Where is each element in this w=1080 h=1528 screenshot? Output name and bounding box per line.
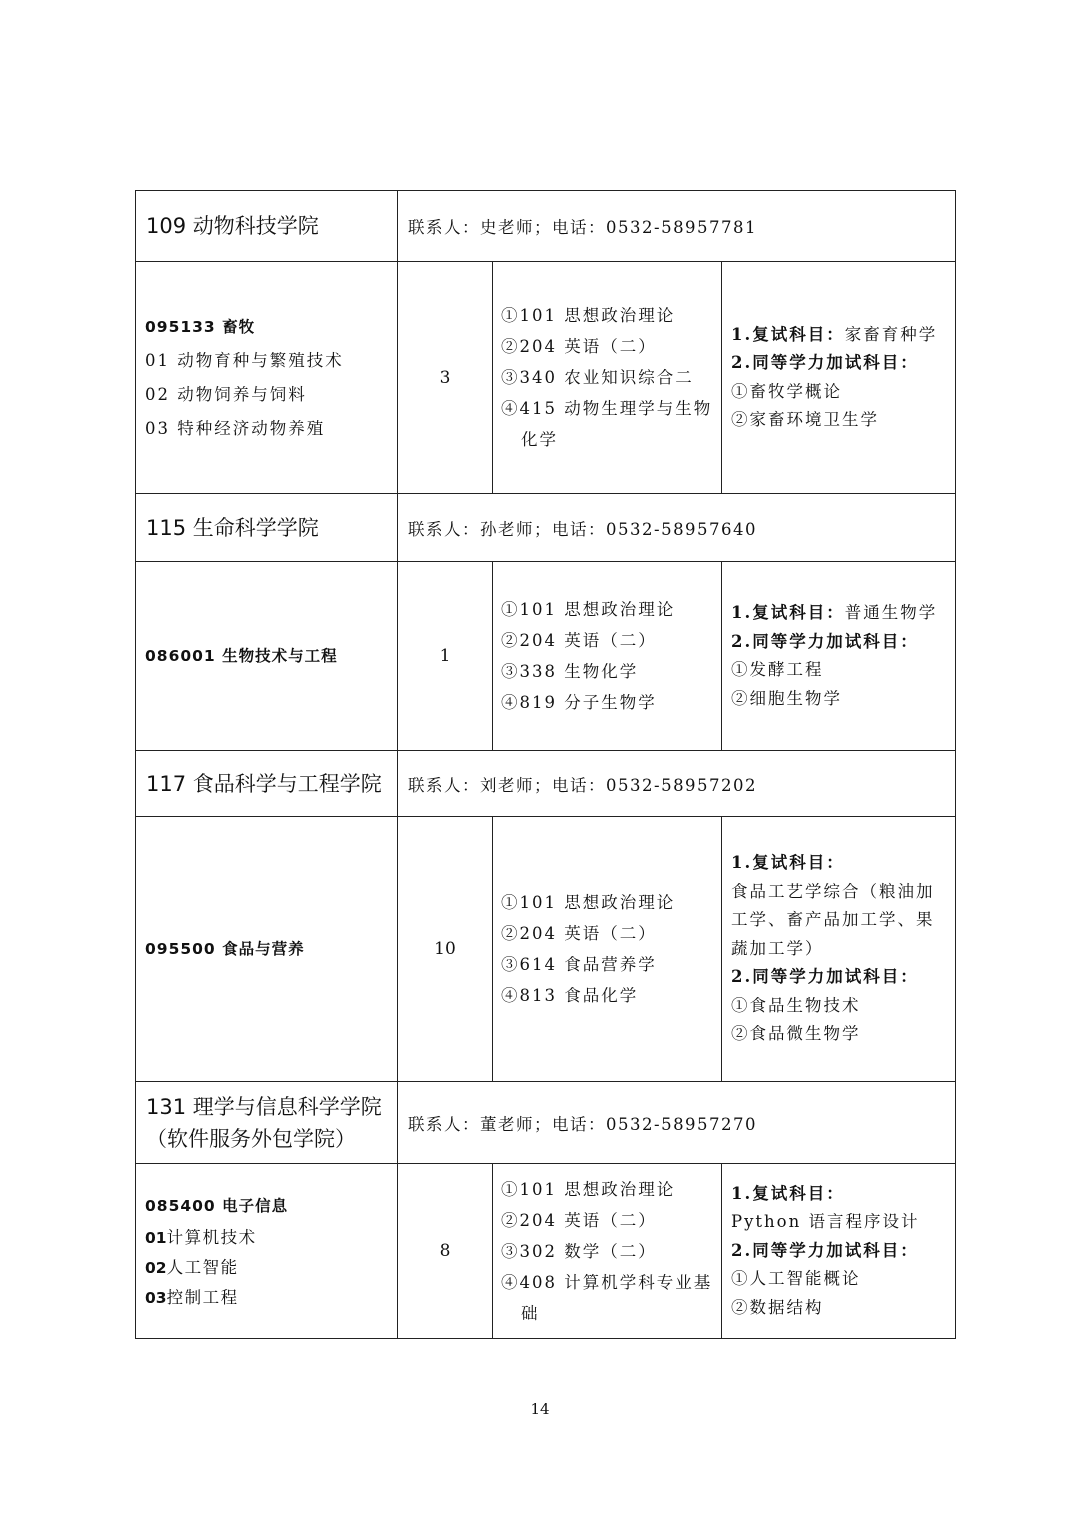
direction-item: 03 特种经济动物养殖: [145, 418, 326, 438]
exam-subjects: [493, 1164, 722, 1339]
direction-item: 02人工智能: [145, 1258, 239, 1277]
college-name: 109 动物科技学院: [136, 191, 398, 262]
exam-subject: ④408 计算机学科专业基: [501, 1272, 713, 1292]
college-name: 117 食品科学与工程学院: [136, 751, 398, 817]
major-code: 085400 电子信息: [145, 1197, 289, 1215]
page-number: 14: [530, 1400, 550, 1418]
extra-subject: ②数据结构: [731, 1297, 824, 1317]
college-contact: 联系人：史老师；电话：0532-58957781: [398, 191, 956, 262]
major-code: 095500 食品与营养: [145, 940, 305, 958]
direction-item: 01 动物育种与繁殖技术: [145, 350, 344, 370]
enrollment-count: 10: [398, 817, 493, 1082]
major-row: [136, 817, 956, 1082]
major-row: [136, 262, 956, 494]
exam-subject: ③340 农业知识综合二: [501, 368, 694, 387]
enrollment-count: 1: [398, 562, 493, 751]
retest-value-line: 蔬加工学）: [731, 938, 824, 958]
extra-label: 2.同等学力加试科目：: [731, 631, 919, 651]
college-contact: 联系人：孙老师；电话：0532-58957640: [398, 494, 956, 562]
extra-label: 2.同等学力加试科目：: [731, 1240, 919, 1260]
major-cell: [136, 562, 398, 751]
exam-subject: ④819 分子生物学: [501, 693, 657, 712]
college-name: 115 生命科学学院: [136, 494, 398, 562]
major-cell: [136, 817, 398, 1082]
college-name: [136, 1082, 398, 1164]
extra-subject: ①畜牧学概论: [731, 381, 842, 401]
enrollment-count: 3: [398, 262, 493, 494]
retest-label: 1.复试科目：: [731, 853, 845, 873]
notes-cell: [722, 1164, 956, 1339]
major-code: 086001 生物技术与工程: [145, 647, 338, 665]
college-header-row: [136, 1082, 956, 1164]
exam-subject: ②204 英语（二）: [501, 631, 657, 650]
direction-item: 02 动物饲养与饲料: [145, 384, 307, 404]
exam-subject: ③614 食品营养学: [501, 955, 657, 974]
direction-item: 03控制工程: [145, 1288, 239, 1307]
enrollment-count: 8: [398, 1164, 493, 1339]
exam-subjects: [493, 562, 722, 751]
retest-line: 1.复试科目：普通生物学: [731, 603, 938, 622]
direction-item: 01计算机技术: [145, 1228, 257, 1247]
retest-label: 1.复试科目：: [731, 1183, 845, 1203]
notes-cell: [722, 817, 956, 1082]
college-contact: 联系人：董老师；电话：0532-58957270: [398, 1082, 956, 1164]
extra-subject: ②细胞生物学: [731, 688, 842, 708]
exam-subject: ④415 动物生理学与生物: [501, 399, 713, 418]
exam-subject: ②204 英语（二）: [501, 337, 657, 356]
retest-value-line: Python 语言程序设计: [731, 1212, 920, 1232]
college-header-row: [136, 494, 956, 562]
notes-cell: [722, 562, 956, 751]
exam-subject-continuation: 础: [521, 1303, 540, 1323]
exam-subject: ①101 思想政治理论: [501, 1179, 676, 1199]
extra-subject: ①发酵工程: [731, 660, 824, 679]
exam-subjects: [493, 262, 722, 494]
retest-value-line: 食品工艺学综合（粮油加: [731, 881, 935, 901]
extra-label: 2.同等学力加试科目：: [731, 353, 919, 372]
major-row: [136, 562, 956, 751]
college-contact: 联系人：刘老师；电话：0532-58957202: [398, 751, 956, 817]
major-cell: [136, 262, 398, 494]
exam-subject: ①101 思想政治理论: [501, 600, 676, 619]
college-header-row: [136, 751, 956, 817]
extra-subject: ①人工智能概论: [731, 1269, 861, 1289]
extra-subject: ①食品生物技术: [731, 995, 861, 1015]
exam-subject: ②204 英语（二）: [501, 1210, 657, 1230]
exam-subject: ③338 生物化学: [501, 662, 639, 681]
exam-subject: ③302 数学（二）: [501, 1241, 657, 1261]
extra-label: 2.同等学力加试科目：: [731, 967, 919, 987]
exam-subject: ①101 思想政治理论: [501, 893, 676, 912]
college-header-row: [136, 191, 956, 262]
retest-value-line: 工学、畜产品加工学、果: [731, 910, 935, 930]
retest-line: 1.复试科目：家畜育种学: [731, 324, 938, 344]
exam-subject: ④813 食品化学: [501, 986, 639, 1005]
college-name-line: 131 理学与信息科学学院: [146, 1094, 382, 1119]
extra-subject: ②食品微生物学: [731, 1024, 861, 1044]
exam-subject-continuation: 化学: [521, 430, 558, 449]
exam-subjects: [493, 817, 722, 1082]
major-code: 095133 畜牧: [145, 317, 256, 336]
major-row: [136, 1164, 956, 1339]
exam-subject: ②204 英语（二）: [501, 924, 657, 943]
college-name-line: （软件服务外包学院）: [146, 1126, 356, 1151]
notes-cell: [722, 262, 956, 494]
extra-subject: ②家畜环境卫生学: [731, 410, 879, 429]
major-cell: [136, 1164, 398, 1339]
exam-subject: ①101 思想政治理论: [501, 306, 676, 325]
admission-table: [135, 190, 956, 1339]
